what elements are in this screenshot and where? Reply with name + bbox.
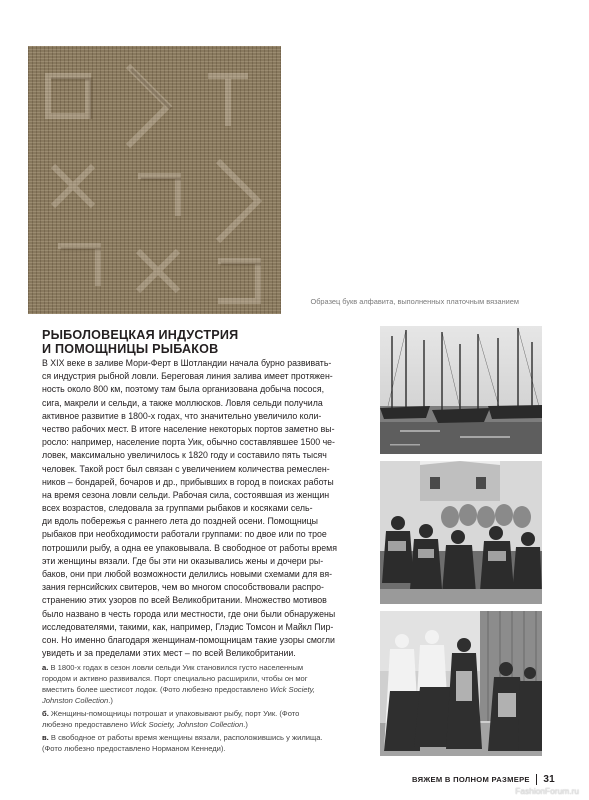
swatch-caption: Образец букв алфавита, выполненных платочным вязанием — [310, 297, 519, 306]
caption-b — [42, 708, 373, 730]
article-title-line: И ПОМОЩНИЦЫ РЫБАКОВ — [42, 342, 219, 356]
caption-b-tail: .) — [243, 720, 248, 729]
body-line: на время сезона ловли сельди. Рабочая сила, состоявшая из женщин — [42, 489, 330, 500]
body-line: активное развитие в 1800-х годах, что значительно увеличило коли- — [42, 410, 322, 421]
caption-a-letter: а. — [42, 663, 49, 672]
knitted-swatch-image — [28, 46, 281, 314]
body-line: ность около 800 км, поэтому там была организована добыча посося, — [42, 384, 325, 395]
caption-b-text: любезно предоставлено — [42, 720, 130, 729]
caption-a — [42, 662, 373, 706]
body-line: потрошили рыбу, а одна ее упаковывала. В свободное от работы время — [42, 542, 337, 553]
watermark: FashionForum.ru — [515, 786, 579, 796]
body-line: зания гернсийских свитеров, чем во многом способствовали распро- — [42, 582, 324, 593]
caption-a-text: городом и активно развивался. Порт специально расширили, чтобы он мог — [42, 674, 308, 683]
caption-c-text: (Фото любезно предоставлено Норманом Кеннеди). — [42, 744, 226, 753]
caption-c — [42, 732, 373, 754]
body-line: сон. Но именно благодаря женщинам-помощницам такие узоры смогли — [42, 634, 335, 645]
footer-separator — [536, 774, 538, 785]
body-line: исследователями, такими, как, например, Глэдис Томсон и Майкл Пир- — [42, 621, 334, 632]
body-line: ся индустрия рыбной ловли. Береговая линия залива имеет протяжен- — [42, 371, 333, 382]
body-line: чество рабочих мест. В итоге население некоторых портов заметно вы- — [42, 423, 335, 434]
caption-c-letter: в. — [42, 733, 49, 742]
photo-captions — [42, 662, 373, 756]
body-line: было названо в честь города или местности, где они были обнаружены — [42, 608, 336, 619]
swatch-pattern — [28, 46, 281, 314]
body-line: росло: например, население порта Уик, обычно составлявшее 1500 че- — [42, 437, 335, 448]
photo-women-knitting — [380, 611, 542, 756]
article-title — [42, 328, 342, 356]
caption-b-letter: б. — [42, 709, 49, 718]
body-line: ловек, максимально увеличилось к 1820 году и составило пять тысяч — [42, 450, 327, 461]
body-line: странению этих узоров по всей Великобритании. Множество мотивов — [42, 595, 327, 606]
body-line: ников – бондарей, бочаров и др., прибывших в город в поисках работы — [42, 476, 334, 487]
body-line: баков, они при любой возможности делились новыми схемами для вя- — [42, 569, 333, 579]
body-line: ди вдоль побережья с раннего лета до поздней осени. Помощницы — [42, 516, 318, 527]
caption-a-text: вместить более шестисот лодок. (Фото любезно предоставлено — [42, 685, 271, 694]
caption-a-credit: Johnston Collection — [42, 696, 109, 705]
caption-a-credit: Wick Society, — [270, 685, 315, 694]
body-line: всех возрастов, следовала за группами рыбаков и косяками сель- — [42, 503, 313, 514]
caption-b-credit: Wick Society, Johnston Collection — [129, 720, 244, 729]
body-line: эти женщины вязали. Где бы эти ни оказывались жены и дочери ры- — [42, 555, 324, 566]
caption-c-text: В свободное от работы время женщины вязали, расположившись у жилища. — [48, 733, 323, 742]
body-line: увидеть и за пределами этих мест – по всей Великобритании. — [42, 648, 296, 659]
body-line: сига, макрели и сельди, а также моллюсков. Ловля сельди получила — [42, 397, 323, 408]
photo-harbour-boats — [380, 326, 542, 454]
caption-a-text: В 1800-х годах в сезон ловли сельди Уик становился густо населенным — [48, 663, 304, 672]
page-number: 31 — [543, 773, 556, 785]
caption-a-tail: .) — [108, 696, 113, 705]
caption-b-text: Женщины-помощницы потрошат и упаковывают рыбу, порт Уик. (Фото — [48, 709, 300, 718]
page-footer — [412, 772, 555, 786]
body-line: В XIX веке в заливе Мори-Ферт в Шотландии начала бурно развивать- — [42, 358, 332, 368]
body-line: рыбаков при необходимости работали группами: по двое или по трое — [42, 529, 327, 540]
footer-section-title: ВЯЖЕМ В ПОЛНОМ РАЗМЕРЕ — [412, 774, 530, 784]
photo-women-gutting-fish — [380, 461, 542, 604]
body-line: человек. Такой рост был связан с увеличением количества ремеслен- — [42, 463, 330, 474]
article-body — [42, 357, 373, 660]
article-title-line: РЫБОЛОВЕЦКАЯ ИНДУСТРИЯ — [42, 328, 239, 342]
